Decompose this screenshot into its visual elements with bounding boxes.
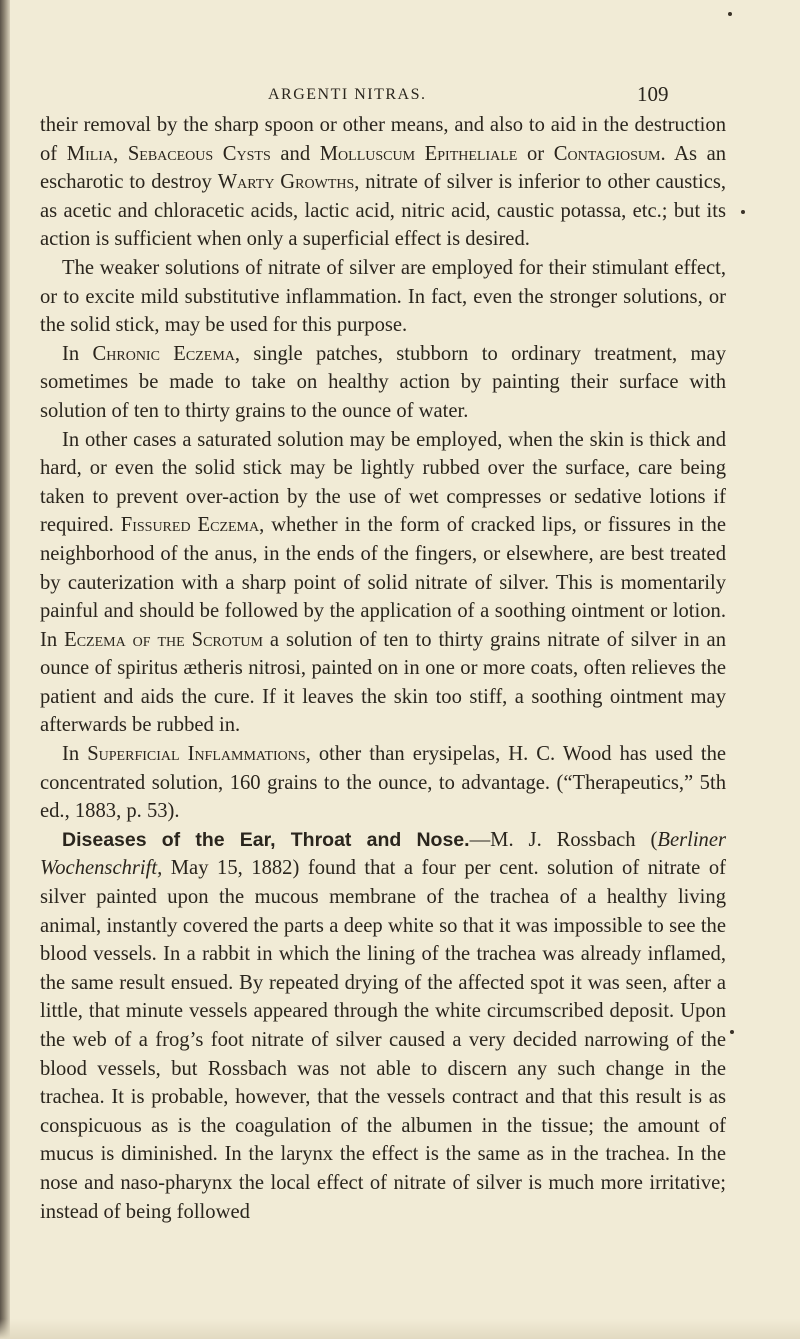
small-caps-term: Warty Growths, <box>217 171 360 194</box>
text-run: In other cases a saturated solution may be employed, when the skin is thick and hard, or even the solid stick may be lightly rubbed over the surface, care being taken to prevent over-action by the use of wet compresses or sedative lotions if required. <box>40 428 726 537</box>
speck-mark <box>730 1030 734 1034</box>
speck-mark <box>728 12 732 16</box>
text-run: In <box>62 743 88 766</box>
italic-citation: Berliner Wochenschrift, <box>40 828 726 880</box>
text-run: In <box>62 342 93 365</box>
text-run: —M. J. Rossbach ( <box>469 828 658 851</box>
page-binding-edge <box>0 0 10 1339</box>
small-caps-term: Chronic Eczema, <box>92 342 241 365</box>
speck-mark <box>741 210 745 214</box>
small-caps-term: Contagiosum. <box>553 142 666 165</box>
paragraph <box>40 340 726 426</box>
page-header <box>0 82 800 112</box>
small-caps-term: Superficial Inflammations, <box>87 743 311 766</box>
paragraph <box>40 740 726 826</box>
text-run: whether in the form of cracked lips, or fissures in the neighborhood of the anus, in the ends of the fingers, or elsewhere, are best treated by cauterization with a sharp point of solid nitrate of silver. This is momentarily painful and should be followed by the application of a soothing ointment or lotion. In <box>40 514 726 651</box>
text-run: single patches, stubborn to ordinary treatment, may sometimes be made to take on healthy action by painting their surface with solution of ten to thirty grains to the ounce of water. <box>40 342 726 422</box>
small-caps-term: Fissured Eczema, <box>120 514 265 537</box>
page-number: 109 <box>637 82 669 106</box>
paragraph <box>40 826 726 1226</box>
text-run: other than erysipelas, H. C. Wood has used the concentrated solution, 160 grains to the ounce, to advantage. (“Therapeutics,” 5th ed., 1883, p. 53). <box>40 743 727 823</box>
text-run: The weaker solutions of nitrate of silver are employed for their stimulant effect, or to excite mild substitutive inflammation. In fact, even the stronger solutions, or the solid stick, may be used for this purpose. <box>40 256 726 337</box>
page-bottom-edge <box>0 1319 800 1339</box>
text-run: May 15, 1882) found that a four per cent. solution of nitrate of silver painted upon the mucous membrane of the trachea of a healthy living animal, instantly covered the parts a deep white so that it was impossible to see the blood vessels. In a rabbit in which the lining of the trachea was already inflamed, the same result ensued. By repeated drying of the affected spot it was seen, after a little, that minute vessels appeared through the white circumscribed deposit. Upon the web of a frog’s foot nitrate of silver caused a very decided narrowing of the blood vessels, but Rossbach was not able to discern any such change in the trachea. It is probable, however, that the vessels contract and that this result is as conspicuous as is the coagulation of the albumen in the tissue; the amount of mucus is diminished. In the larynx the effect is the same as in the trachea. In the nose and naso-pharynx the local effect of nitrate of silver is much more irritative; instead of being followed <box>40 857 726 1223</box>
small-caps-term: Molluscum Epitheliale <box>319 142 518 165</box>
text-run: nitrate of silver is inferior to other caustics, as acetic and chloracetic acids, lactic acid, nitric acid, caustic potassa, etc.; but its action is sufficient when only a superficial effect is desired. <box>40 171 726 251</box>
text-run: or <box>517 142 554 165</box>
paragraph <box>40 426 726 741</box>
small-caps-term: Eczema of the Scrotum <box>64 628 263 651</box>
text-run: their removal by the sharp spoon or other means, and also to aid in the destruction of <box>40 114 726 165</box>
running-head: ARGENTI NITRAS. <box>268 86 427 103</box>
paragraph <box>40 254 726 340</box>
paragraph <box>40 111 726 254</box>
small-caps-term: Milia, Sebaceous Cysts <box>66 142 271 165</box>
section-heading: Diseases of the Ear, Throat and Nose. <box>62 828 470 851</box>
text-run: As an escharotic to destroy <box>40 142 727 194</box>
page-body <box>40 111 726 1226</box>
text-run: and <box>270 142 320 165</box>
text-run: a solution of ten to thirty grains nitrate of silver in an ounce of spiritus ætheris nitrosi, painted on in one or more coats, often relieves the patient and aids the cure. If it leaves the skin too stiff, a soothing ointment may afterwards be rubbed in. <box>40 628 726 737</box>
